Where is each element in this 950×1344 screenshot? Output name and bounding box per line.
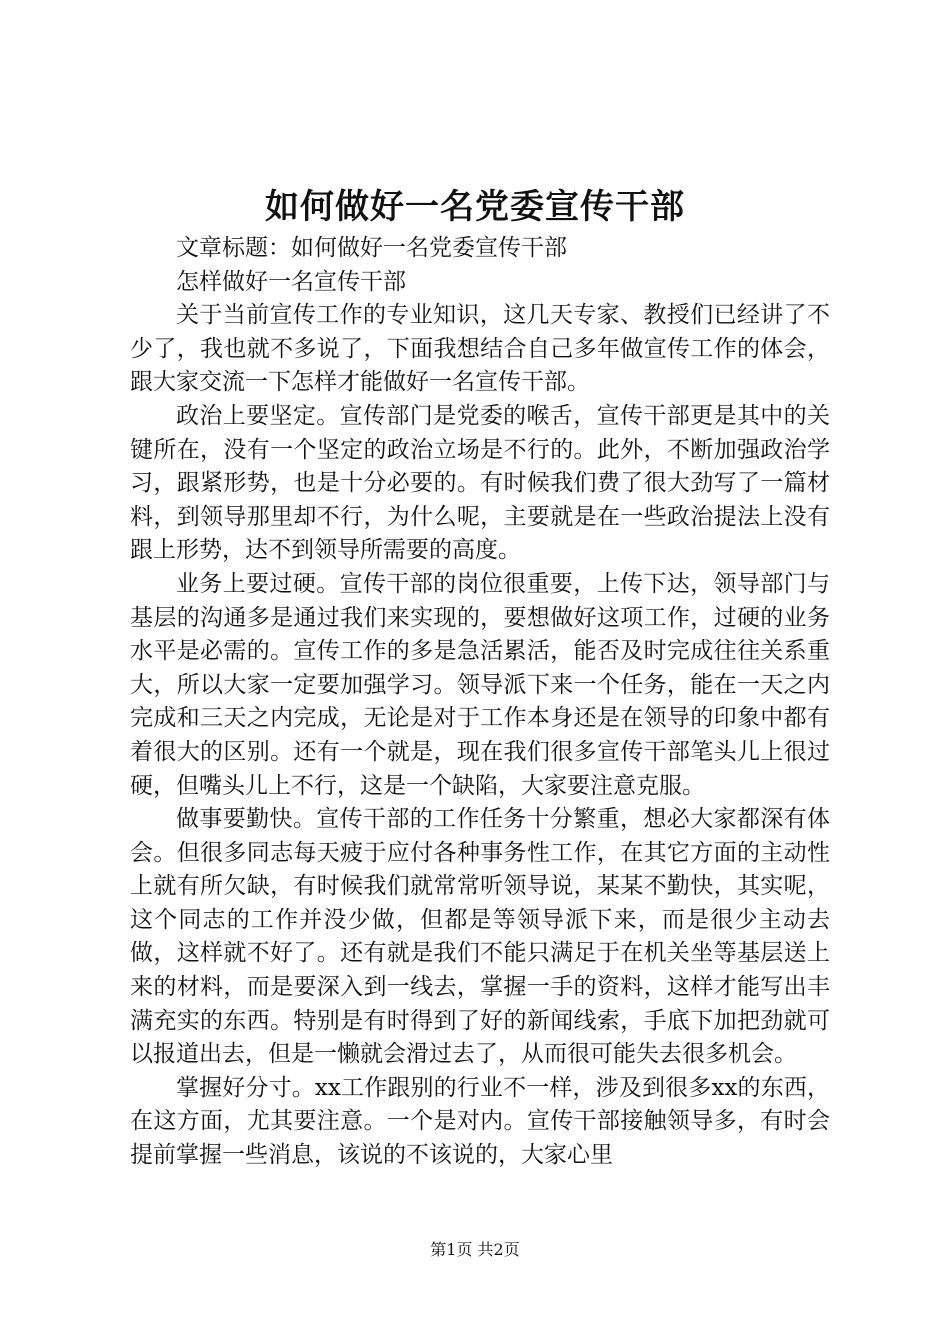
paragraph: 业务上要过硬。宣传干部的岗位很重要，上传下达，领导部门与基层的沟通多是通过我们来实现的，要想做好这项工作，过硬的业务水平是必需的。宣传工作的多是急活累活，能否及时完成往往关系重大，所以大家一定要加强学习。领导派下来一个任务，能在一天之内完成和三天之内完成，无论是对于工作本身还是在领导的印象中都有着很大的区别。还有一个就是，现在我们很多宣传干部笔头儿上很过硬，但嘴头儿上不行，这是一个缺陷，大家要注意克服。 (130, 570, 830, 799)
paragraph: 政治上要坚定。宣传部门是党委的喉舌，宣传干部更是其中的关键所在，没有一个坚定的政治立场是不行的。此外，不断加强政治学习，跟紧形势，也是十分必要的。有时候我们费了很大劲写了一篇材料，到领导那里却不行，为什么呢，主要就是在一些政治提法上没有跟上形势，达不到领导所需要的高度。 (130, 402, 830, 564)
document-title: 如何做好一名党委宣传干部 (265, 187, 685, 227)
paragraph-subtitle: 怎样做好一名宣传干部 (176, 268, 406, 295)
paragraph: 关于当前宣传工作的专业知识，这几天专家、教授们已经讲了不少了，我也就不多说了，下面我想结合自己多年做宣传工作的体会，跟大家交流一下怎样才能做好一名宣传干部。 (130, 302, 830, 396)
paragraph: 掌握好分寸。xx工作跟别的行业不一样，涉及到很多xx的东西，在这方面，尤其要注意。一个是对内。宣传干部接触领导多，有时会提前掌握一些消息，该说的不该说的，大家心里 (130, 1074, 830, 1169)
document-body (130, 232, 830, 1173)
page-number-footer: 第1页 共2页 (430, 1240, 520, 1259)
paragraph-article-title: 文章标题：如何做好一名党委宣传干部 (176, 235, 567, 261)
paragraph: 做事要勤快。宣传干部的工作任务十分繁重，想必大家都深有体会。但很多同志每天疲于应付各种事务性工作，在其它方面的主动性上就有所欠缺，有时候我们就常常听领导说，某某不勤快，其实呢，这个同志的工作并没少做，但都是等领导派下来，而是很少主动去做，这样就不好了。还有就是我们不能只满足于在机关坐等基层送上来的材料，而是要深入到一线去，掌握一手的资料，这样才能写出丰满充实的东西。特别是有时得到了好的新闻线索，手底下加把劲就可以报道出去，但是一懒就会滑过去了，从而很可能失去很多机会。 (130, 806, 830, 1068)
